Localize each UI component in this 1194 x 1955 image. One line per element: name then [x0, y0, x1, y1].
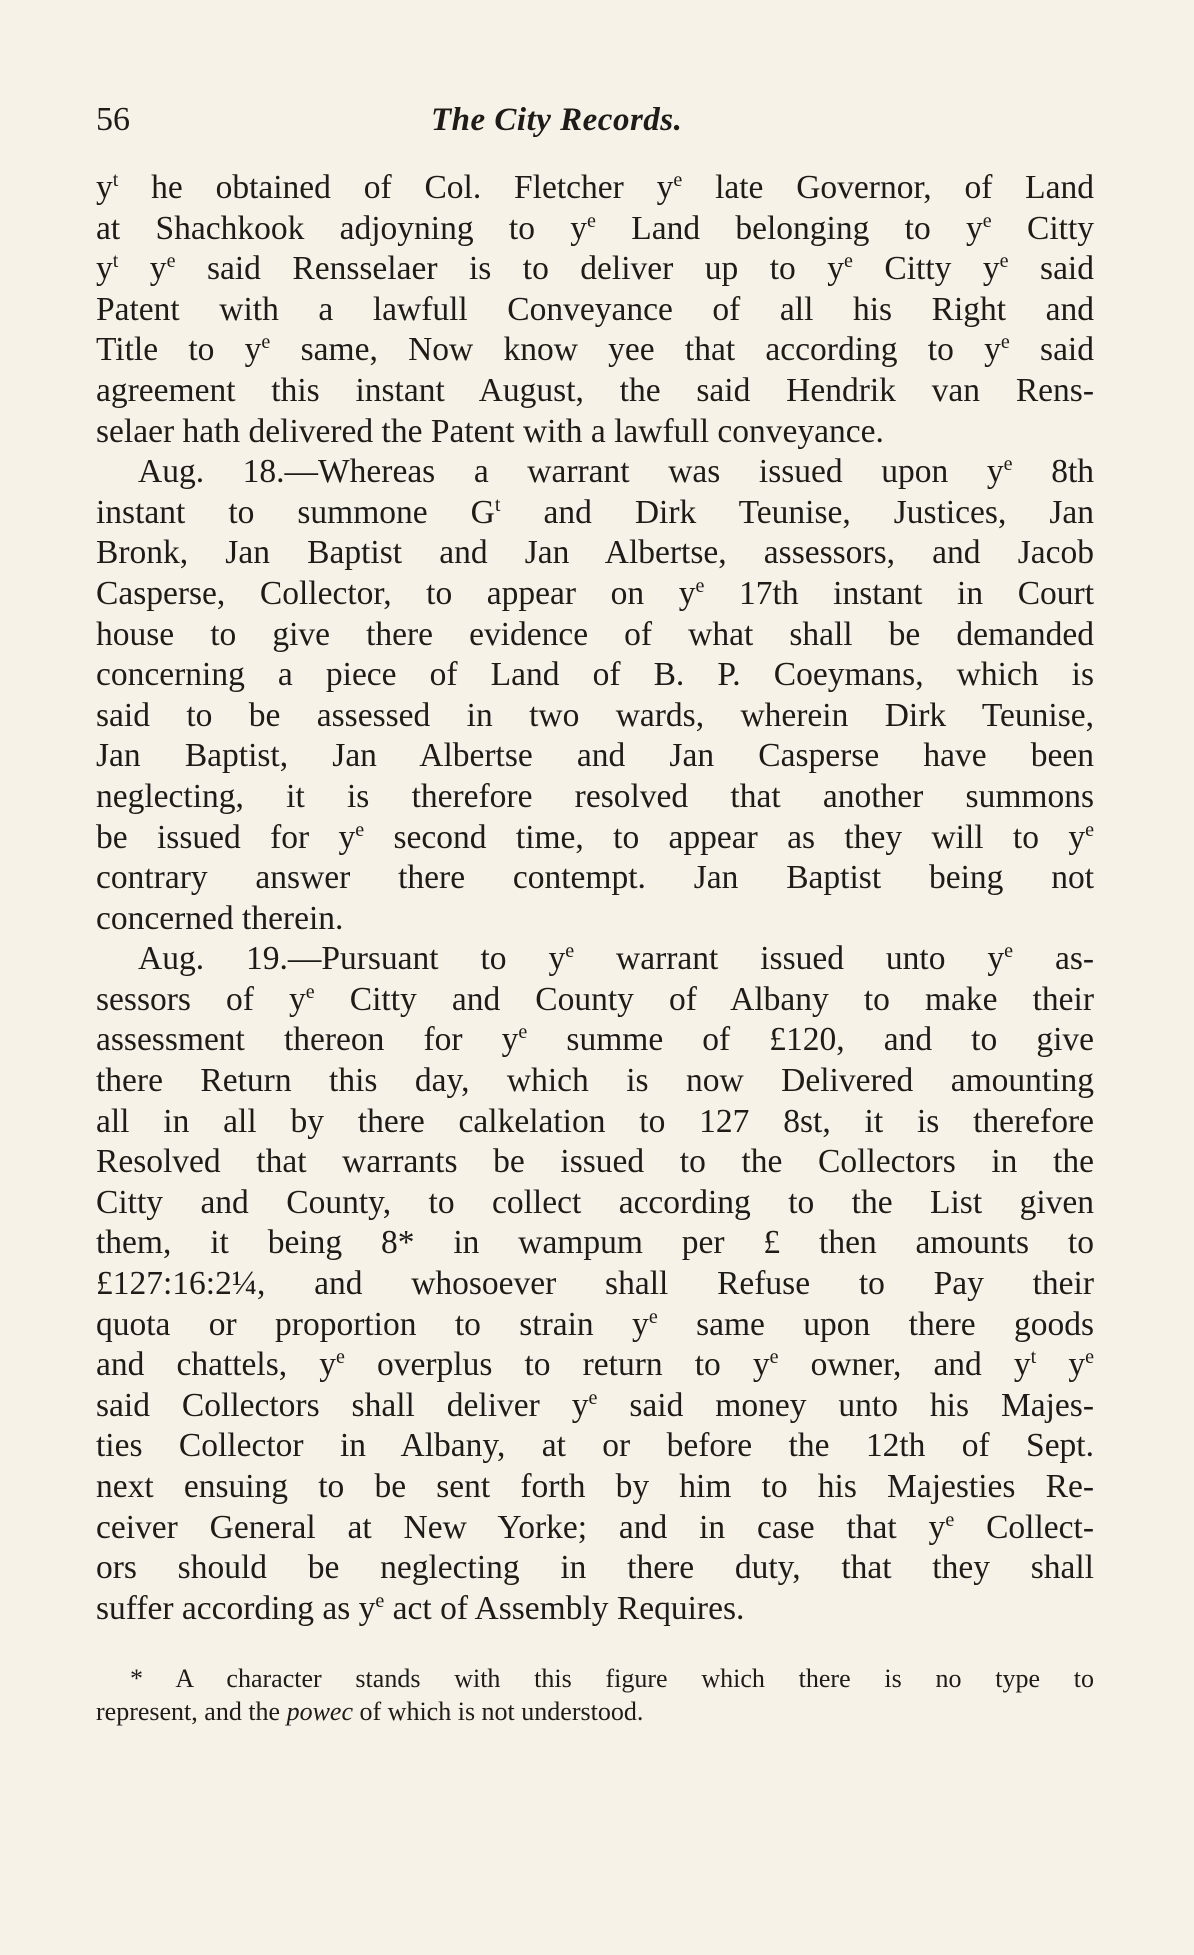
footnote-line: * A character stands with this figure which there is no type to	[130, 1664, 1094, 1693]
superscript: e	[982, 209, 992, 232]
text-line: agreement this instant August, the said Hendrik van Rens-	[96, 371, 1094, 409]
superscript: e	[1000, 331, 1010, 354]
text-line: Aug. 19.—Pursuant to $y^e$ warrant issued unto $y^e$ as-	[138, 940, 1095, 978]
superscript: e	[1004, 940, 1014, 963]
superscript: e	[166, 250, 176, 273]
text-line: ties Collector in Albany, at or before the 12th of Sept.	[96, 1427, 1094, 1465]
text-line: Jan Baptist, Jan Albertse and Jan Casperse have been	[96, 737, 1094, 775]
text-line: Aug. 18.—Whereas a warrant was issued upon $y^e$ 8th	[138, 453, 1094, 491]
text-line: suffer according as $y^e$ act of Assembly Requires.	[96, 1589, 745, 1627]
superscript: e	[565, 940, 575, 963]
superscript: t	[112, 250, 119, 273]
text-line: Casperse, Collector, to appear on $y^e$ 17th instant in Court	[96, 574, 1095, 612]
text-line: and chattels, $y^e$ overplus to return to $y^e$ owner, and $y^t$ $y^e$	[96, 1346, 1095, 1384]
text-line: neglecting, it is therefore resolved that another summons	[96, 777, 1094, 815]
text-line: all in all by there calkelation to 127 8st, it is therefore	[96, 1102, 1094, 1140]
superscript: e	[355, 818, 365, 841]
superscript: e	[648, 1305, 658, 1328]
text-line: sessors of $y^e$ Citty and County of Albany to make their	[96, 980, 1094, 1018]
text-line: there Return this day, which is now Delivered amounting	[96, 1062, 1094, 1100]
superscript: e	[305, 980, 315, 1003]
text-line: £127:16:2¼, and whosoever shall Refuse to Pay their	[96, 1265, 1094, 1303]
body-text	[96, 168, 1094, 1629]
footnote-line: represent, and the powec of which is not understood.	[96, 1697, 644, 1726]
text-line: assessment thereon for $y^e$ summe of £120, and to give	[96, 1021, 1095, 1059]
text-line: contrary answer there contempt. Jan Baptist being not	[96, 859, 1094, 897]
page-header	[96, 96, 1096, 144]
superscript: e	[518, 1021, 528, 1044]
superscript: t	[494, 493, 501, 516]
text-line: $y^t$ he obtained of Col. Fletcher $y^e$ late Governor, of Land	[96, 168, 1094, 206]
text-line: said to be assessed in two wards, wherein Dirk Teunise,	[96, 696, 1094, 734]
superscript: e	[999, 250, 1009, 273]
text-line: house to give there evidence of what shall be demanded	[96, 615, 1094, 653]
superscript: t	[112, 168, 119, 191]
italic-word: powec	[286, 1697, 354, 1726]
text-line: concerned therein.	[96, 899, 344, 937]
text-line: $y^t$ $y^e$ said Rensselaer is to deliver up to $y^e$ Citty $y^e$ said	[96, 250, 1094, 288]
text-line: selaer hath delivered the Patent with a lawfull conveyance.	[96, 412, 884, 450]
superscript: e	[375, 1589, 385, 1612]
text-line: Patent with a lawfull Conveyance of all his Right and	[96, 290, 1094, 328]
text-line: Citty and County, to collect according to the List given	[96, 1183, 1094, 1221]
text-line: concerning a piece of Land of B. P. Coeymans, which is	[96, 656, 1094, 694]
superscript: e	[1003, 453, 1013, 475]
text-line: them, it being 8* in wampum per £ then amounts to	[96, 1224, 1094, 1262]
text-line: be issued for $y^e$ second time, to appear as they will to $y^e$	[96, 818, 1094, 856]
text-line: Title to $y^e$ same, Now know yee that according to $y^e$ said	[96, 331, 1094, 369]
text-line: said Collectors shall deliver $y^e$ said money unto his Majes-	[96, 1386, 1094, 1424]
footnote	[96, 1662, 1094, 1728]
paragraph	[96, 939, 1094, 1629]
running-title: The City Records.	[431, 102, 683, 138]
paragraph	[96, 452, 1094, 939]
text-line: at Shachkook adjoyning to $y^e$ Land belonging to $y^e$ Citty	[96, 209, 1094, 247]
text-line: quota or proportion to strain $y^e$ same upon there goods	[96, 1305, 1094, 1343]
superscript: e	[844, 250, 853, 273]
superscript: e	[1085, 1346, 1095, 1369]
superscript: t	[1030, 1346, 1037, 1369]
superscript: e	[1085, 818, 1094, 841]
text-line: ceiver General at New Yorke; and in case that $y^e$ Collect-	[96, 1508, 1094, 1546]
text-line: next ensuing to be sent forth by him to his Majesties Re-	[96, 1468, 1094, 1505]
superscript: e	[261, 331, 271, 354]
superscript: e	[336, 1346, 345, 1369]
text-line: ors should be neglecting in there duty, that they shall	[96, 1549, 1094, 1587]
superscript: e	[587, 209, 596, 232]
text-line: Resolved that warrants be issued to the Collectors in the	[96, 1143, 1094, 1181]
text-line: instant to summone $G^t$ and Dirk Teunise, Justices, Jan	[96, 493, 1094, 531]
superscript: e	[695, 574, 705, 597]
paragraph	[96, 168, 1094, 452]
text-line: Bronk, Jan Baptist and Jan Albertse, assessors, and Jacob	[96, 534, 1094, 572]
superscript: e	[673, 168, 683, 191]
page-number: 56	[96, 101, 130, 138]
superscript: e	[769, 1346, 779, 1369]
superscript: e	[588, 1386, 598, 1409]
superscript: e	[945, 1508, 955, 1531]
